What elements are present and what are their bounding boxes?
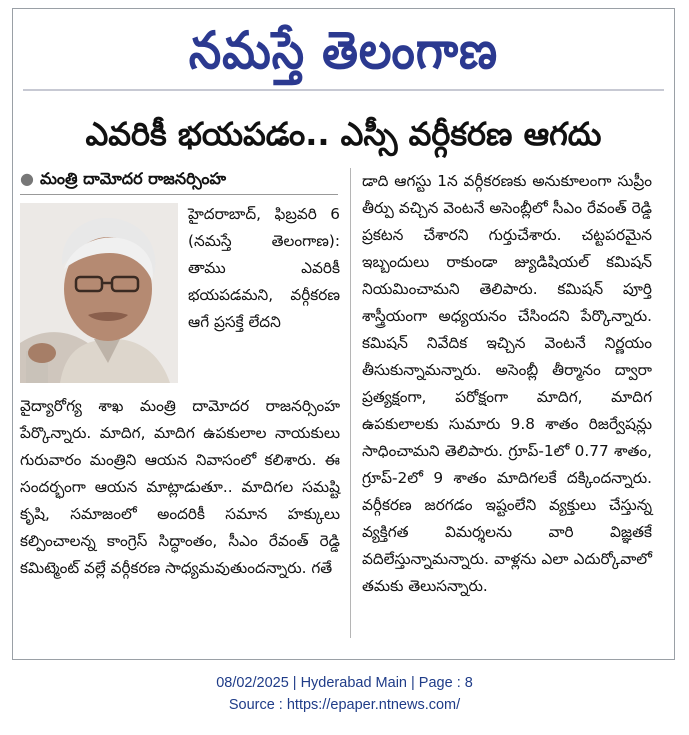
column1-text-below-photo: వైద్యారోగ్య శాఖ మంత్రి దామోదర రాజనర్సింహ పేర్కొన్నారు. మాదిగ, మాదిగ ఉపకులాల నాయకులు గురువారం మంత్రిని ఆయన నివాసంలో కలిశారు. ఈ సందర్భంగా ఆయన మాట్లాడుతూ.. మాదిగల సమష్టి కృషి, సమాజంలో అందరికీ సమాన హక్కులు కల్పించాలన్న కాంగ్రెస్ సిద్ధాంతం, సీఎం రేవంత్ రెడ్డి కమిట్మెంట్ వల్లే వర్గీకరణ సాధ్యమవుతుందన్నారు. గతే <box>20 397 340 577</box>
byline-text: మంత్రి దామోదర రాజనర్సింహ <box>39 169 226 188</box>
headline: ఎవరికీ భయపడం.. ఎస్సీ వర్గీకరణ ఆగదు <box>85 115 602 153</box>
bullet-icon: ● <box>20 169 34 188</box>
source-info: Source : https://epaper.ntnews.com/ <box>228 697 461 713</box>
minister-photo <box>20 203 178 383</box>
column-divider <box>350 168 351 638</box>
masthead: నమస్తే తెలంగాణ <box>188 19 499 81</box>
column1-text-beside-photo: హైదరాబాద్, ఫిబ్రవరి 6 (నమస్తే తెలంగాణ): తాము ఎవరికీ భయపడమని, వర్గీకరణ ఆగే ప్రసక్తే లేదని <box>188 205 340 331</box>
portrait-illustration <box>20 203 178 383</box>
byline <box>20 168 340 190</box>
byline-divider <box>20 194 338 195</box>
edition-info: 08/02/2025 | Hyderabad Main | Page : 8 <box>216 675 473 691</box>
column2-text: డాది ఆగస్టు 1న వర్గీకరణకు అనుకూలంగా సుప్రీం తీర్పు వచ్చిన వెంటనే అసెంబ్లీలో సీఎం రేవంత్ రెడ్డి ప్రకటన చేశారని గుర్తుచేశారు. చట్టపరమైన ఇబ్బందులు రాకుండా జ్యుడిషియల్ కమిషన్ నియమించామని తెలిపారు. కమిషన్ పూర్తి శాస్త్రీయంగా అధ్యయనం చేసిందని పేర్కొన్నారు. కమిషన్ నివేదిక ఇచ్చిన వెంటనే నిర్ణయం తీసుకున్నామన్నారు. అసెంబ్లీ తీర్మానం ద్వారా ప్రత్యక్షంగా, పరోక్షంగా మాదిగ, మాదిగ ఉపకులాలకు సుమారు 9.8 శాతం రిజర్వేషన్లు సాధించామని తెలిపారు. గ్రూప్-1లో 0.77 శాతం, గ్రూప్-2లో 9 శాతం మాదిగలకే దక్కిందన్నారు. వర్గీకరణ జరగడం ఇష్టంలేని వ్యక్తులు చేస్తున్న వ్యక్తిగత విమర్శలను వారి విజ్ఞతకే వదిలేస్తున్నామన్నారు. వాళ్లను ఎలా ఎదుర్కోవాలో తమకు తెలుసన్నారు. <box>362 172 652 595</box>
masthead-divider <box>23 89 664 91</box>
